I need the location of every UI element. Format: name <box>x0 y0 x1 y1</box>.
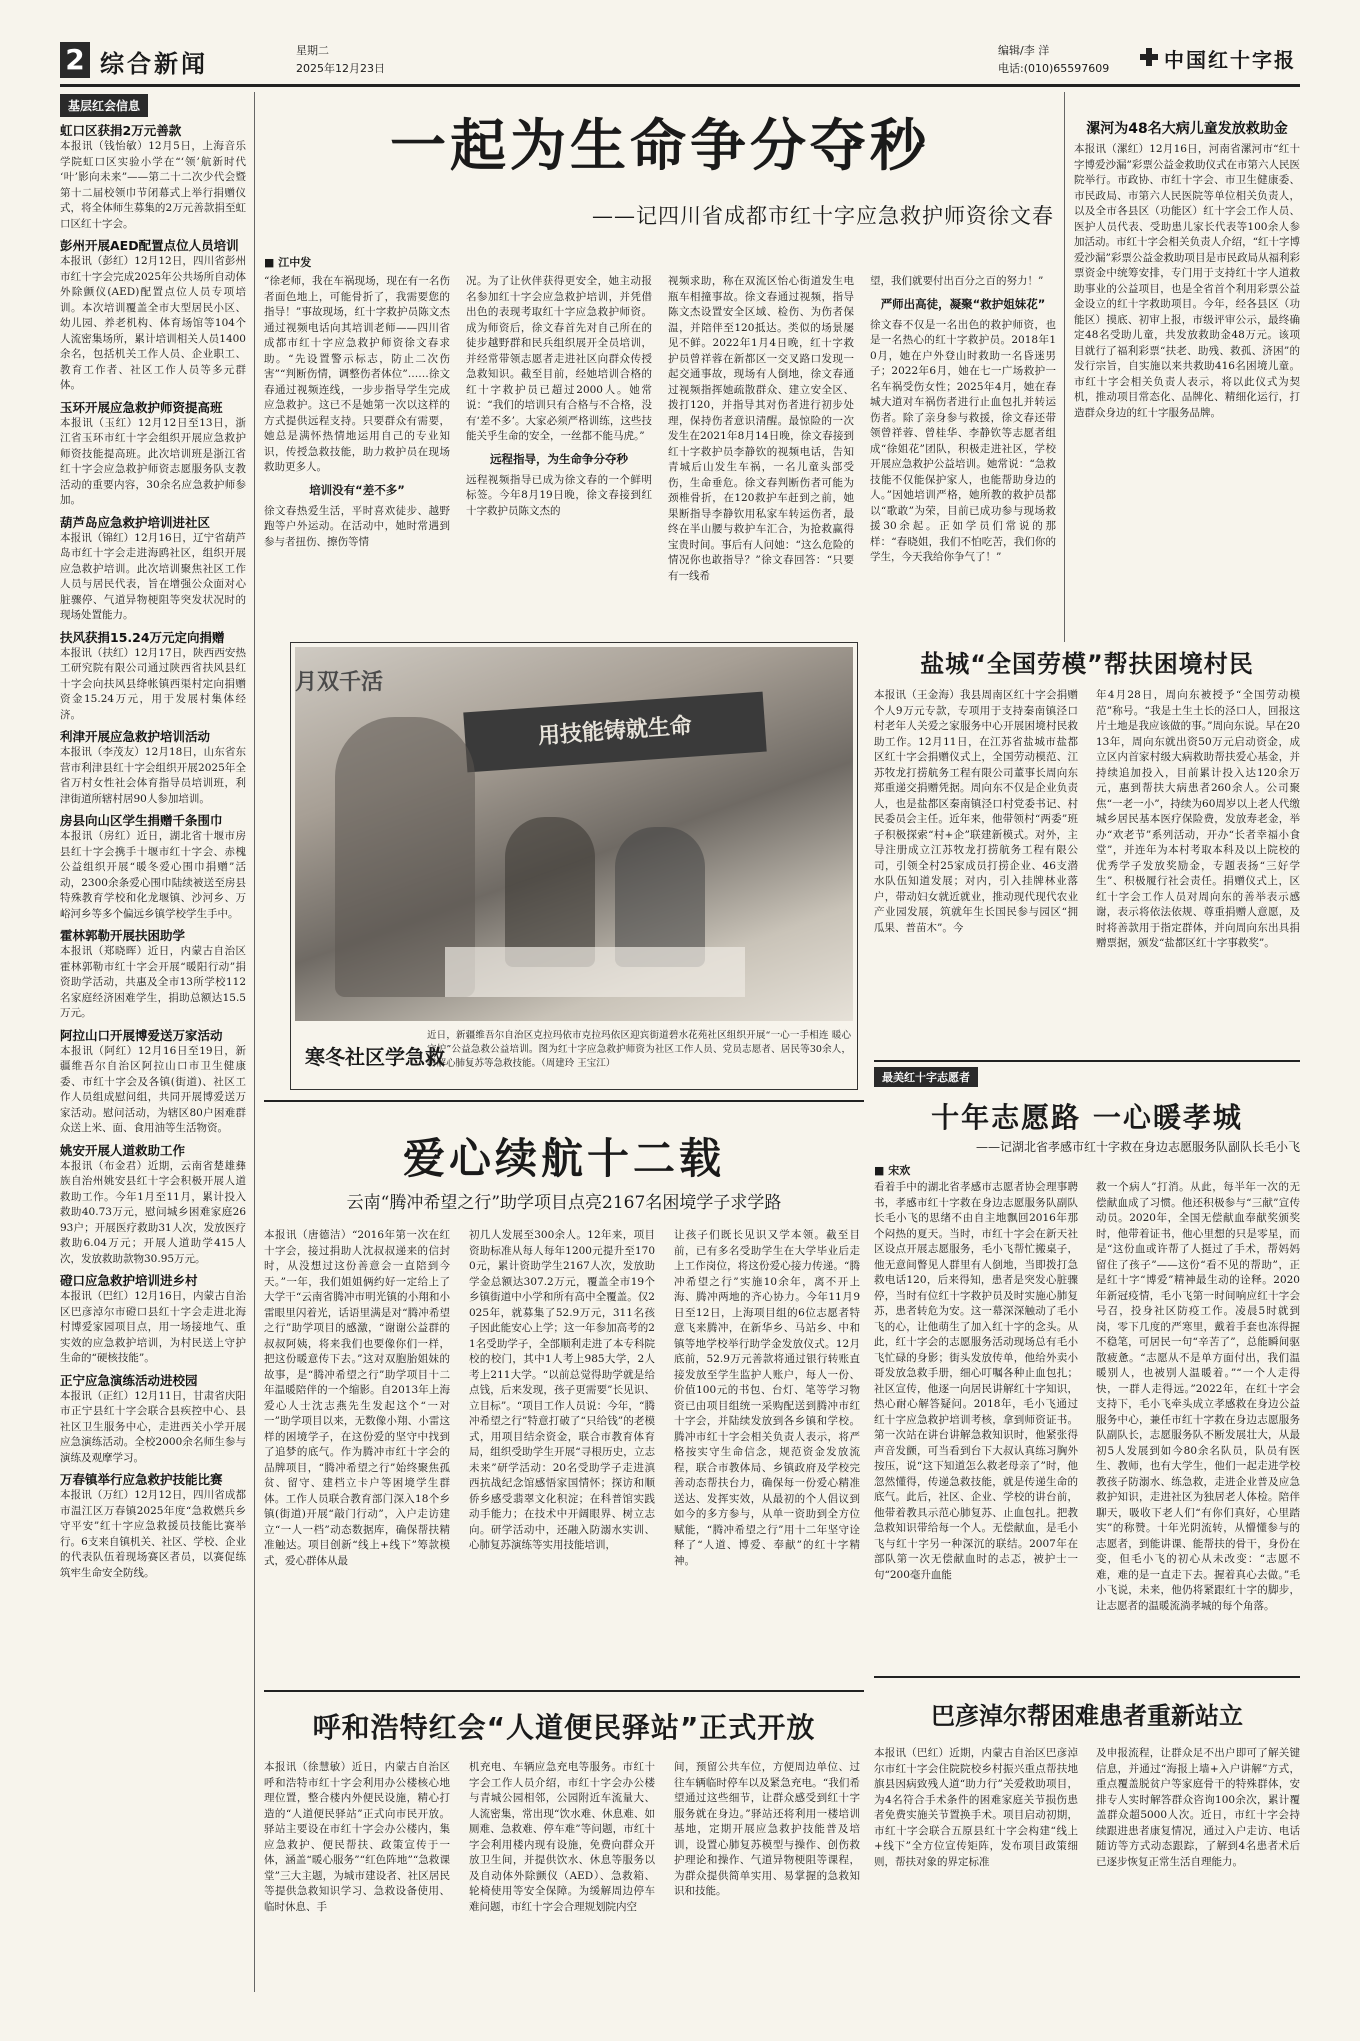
xiaogan-subheadline: ——记湖北省孝感市红十字救在身边志愿服务队副队长毛小飞 <box>975 1140 1300 1154</box>
photo-box <box>290 642 858 1090</box>
lead-col-4 <box>870 274 1056 644</box>
brief-body: 本报讯（郑晓晖）近日，内蒙古自治区霍林郭勒市红十字会开展“暖阳行动”捐资助学活动，共惠及全市13所学校112名家庭经济困难学生，捐助总额达15.5万元。 <box>60 945 246 1019</box>
brief-title: 阿拉山口开展博爱送万家活动 <box>60 1027 223 1043</box>
brief-body: 本报讯（玉红）12月12日至13日，浙江省玉环市红十字会组织开展应急救护师资技能提高班。此次培训班是浙江省红十字会应急救护师资志愿服务队支教活动的重要内容，30余名应急救护师参加。 <box>60 416 246 506</box>
left-column-divider <box>254 92 255 1992</box>
brief-title: 房县向山区学生捐赠千条围巾 <box>60 813 223 828</box>
xiaogan-headline: 十年志愿路 一心暖孝城 <box>931 1101 1243 1134</box>
masthead-rule <box>60 84 1300 87</box>
lead-subheadline: ——记四川省成都市红十字应急救护师资徐文春 <box>592 204 1054 228</box>
brief-item <box>60 1371 246 1467</box>
aixin-top-rule <box>264 1100 864 1102</box>
brief-item <box>60 513 246 624</box>
xiaogan-label: 最美红十字志愿者 <box>874 1067 978 1087</box>
photo-wall-text: 月双千活 <box>295 670 384 695</box>
lead-subhead-1: 培训没有“差不多” <box>309 482 405 497</box>
brief-body: 本报讯（彭红）12月12日，四川省彭州市红十字会完成2025年公共场所自动体外除颤仪(AED)配置点位人员专项培训。本次培训覆盖全市大型居民小区、幼儿园、养老机构、体育场馆等104个人流密集场所，累计培训相关人员1400余名，包括机关工作人员、企业职工、教育工作者、社区工作人员等多元群体。 <box>60 255 246 391</box>
aixin-subheadline: 云南“腾冲希望之行”助学项目点亮2167名困境学子求学路 <box>346 1193 782 1213</box>
luohe-body: 本报讯（漯红）12月16日，河南省漯河市“红十字博爱沙漏”彩票公益金救助仪式在市第六人民医院举行。市政协、市红十字会、市卫生健康委、市民政局、市第六人民医院等单位相关负责人，以及全市各县区（功能区）红十字会工作人员、医护人员代表、受助患儿家长代表等100余人参加活动。市红十字会相关负责人介绍，“红十字博爱沙漏”彩票公益金救助项目是市民政局从福利彩票资金中统筹安排，专门用于支持红十字人道救助事业的公益项目，也是全省首个利用彩票公益金设立的红十字救助项目。今年，经各县区（功能区）摸底、初审上报，市级评审公示，最终确定48名受助儿童，共发放救助金48万元。该项目就行了福利彩票“扶老、助残、救孤、济困”的发行宗旨，自实施以来共救助416名困境儿童。市红十字会相关负责人表示，将以此仪式为契机，推动项目常态化、品牌化、精细化运行，打造群众身边的红十字服务品牌。 <box>1074 143 1300 419</box>
brief-body: 本报讯（巴红）12月16日，内蒙古自治区巴彦淖尔市磴口县红十字会走进北海村博爱家园项目点，用一场接地气、重实效的应急救护培训，为村民送上守护生命的“硬核技能”。 <box>60 1290 246 1364</box>
section-title: 综合新闻 <box>100 50 208 78</box>
photo-mat <box>445 947 745 997</box>
lead-story <box>264 94 1056 644</box>
lead-col2-text: 况。为了让伙伴获得更安全，她主动报名参加红十字会应急救护培训，并凭借出色的表现考取红十字应急救护师资。成为师资后，徐文春首先对自己所在的徒步越野群和民兵组织展开全员培训，并经常带领志愿者走进社区向群众传授急救知识。截至目前，经她培训合格的红十字救护员已超过2000人。她常说：“我们的培训只有合格与不合格，没有‘差不多’。大家必须严格训练，这些技能关乎生命的安全，一丝都不能马虎。” <box>466 275 652 442</box>
brief-item <box>60 628 246 724</box>
newspaper-name: 中国红十字报 <box>1164 48 1296 72</box>
brief-body: 本报讯（阿红）12月16日至19日，新疆维吾尔自治区阿拉山口市卫生健康委、市红十字会及各镇(街道)、社区工作人员组成慰问组，共同开展博爱送万家活动。慰问活动，为辖区80户困难群众送上米、面、食用油等生活物资。 <box>60 1044 246 1134</box>
xiaogan-byline-name: 宋欢 <box>888 1164 911 1177</box>
brief-body: 本报讯（钱怡敏）12月5日，上海音乐学院虹口区实验小学在“‘领’航新时代 ‘叶’影向未来”——第二十二次少代会暨第十二届校领巾节闭幕式上举行捐赠仪式，将全体师生募集的2万元善款捐至虹口区红十字会。 <box>60 140 246 230</box>
page-number: 2 <box>60 42 90 78</box>
lead-col1b-text: 徐文春热爱生活，平时喜欢徒步、越野跑等户外运动。在活动中，她时常遇到参与者扭伤、擦伤等情 <box>264 504 450 548</box>
photo-caption <box>427 1029 851 1071</box>
brief-title: 磴口应急救护培训进乡村 <box>60 1273 198 1288</box>
brief-title: 正宁应急演练活动进校园 <box>60 1372 198 1388</box>
brief-title: 万春镇举行应急救护技能比赛 <box>60 1472 223 1487</box>
lead-col4b-text: 徐文春不仅是一名出色的救护师资，也是一名热心的红十字救护员。2018年10月，她在户外登山时救助一名昏迷男子；2022年6月，她在七一广场救护一名车祸受伤女性；2025年4月，她在春城大道对车祸伤者进行止血包扎并转运伤者。除了亲身参与救援，徐文春还带领曾祥蓉、曾桂华、李静钦等志愿者组成“徐姐花”团队，积极走进社区，学校开展应急救护公益培训。她常说：“急救技能不仅能保护家人，也能帮助身边的人。”因她培训严格，她所教的救护员都以“歌敢”为荣，目前已成功参与现场救援30余起。正如学员们常说的那样：“春晓姐，我们不怕吃苦，我们你的学生，今天我给你争气了！” <box>870 318 1056 563</box>
lead-col1-text: “徐老师，我在车祸现场，现在有一名伤者面色地上，可能骨折了，我需要您的指导！”事故现场，红十字救护员陈文杰通过视频电话向其培训老师——四川省成都市红十字应急救护师资徐文春求助。“先设置警示标志，防止二次伤害”“判断伤情，调整伤者体位”……徐文春通过视频连线，一步步指导学生完成应急救护。这已不是她第一次以这样的方式提供远程支持。只要群众有需要，她总是满怀热情地运用自己的专业知识，传授急救技能，助力救护员在现场救助更多人。 <box>264 275 450 473</box>
photo-credit: （周建玲 王宝江） <box>541 1058 616 1069</box>
huhhot-top-rule <box>264 1690 864 1692</box>
aixin-col-2: 初几人发展至300余人。12年来，项目资助标准从每人每年1200元提升至1700元，累计资助学生2167人次，发放助学金总额达307.2万元，覆盖全市19个乡镇街道中小学和所有高中全覆盖。仅2025年，就募集了52.9万元，311名孩子因此能安心上学；这一年参加高考的21名受助学子，全部顺利走进了本专科院校的校门，其中1人考上985大学，2人考上211大学。“以前总觉得助学就是给点钱，后来发现，孩子更需要”长见识、立目标”。“项目工作人员说：今年，“腾冲希望之行”特意打破了“只给钱”的老模式，用项目结余资金，联合市教育体育局，组织受助学生开展“寻根历史，立志未来”研学活动：20名受助学子走进滇西抗战纪念馆感悟家国情怀；探访和顺侨乡感受翡翠文化积淀；在科普馆实践动手能力；在技术中开阔眼界、树立志向。研学活动中，还融入防溺水实训、心肺复苏演练等实用技能培训， <box>469 1229 655 1551</box>
lead-col-2 <box>466 274 652 644</box>
brief-title: 彭州开展AED配置点位人员培训 <box>60 238 239 253</box>
lead-headline: 一起为生命争分夺秒 <box>390 114 930 179</box>
brief-title: 葫芦岛应急救护培训进社区 <box>60 514 211 530</box>
brief-item <box>60 1271 246 1367</box>
brief-body: 本报讯（布金君）近期，云南省楚雄彝族自治州姚安县红十字会积极开展人道救助工作。今年1月至11月，累计投入救助40.73万元，慰问城乡困难家庭2693户；开展医疗救助31人次，发放医疗救助6.04万元；开展人道助学415人次，发放救助款物30.95万元。 <box>60 1159 246 1265</box>
brief-body: 本报讯（万红）12月12日，四川省成都市温江区万春镇2025年度“急救燃兵乡守平安”红十字应急救援员技能比赛举行。6支来自镇机关、社区、学校、企业的代表队伍着现场赛区者员，以赛促练筑牢生命安全防线。 <box>60 1489 246 1579</box>
yancheng-headline: 盐城“全国劳模”帮扶困境村民 <box>920 650 1254 678</box>
lead-col3-text: 视频求助，称在双流区怡心街道发生电瓶车相撞事故。徐文春通过视频，指导陈文杰设置安全区域、检伤、为伤者保温，并陪伴至120抵达。类似的场景屡见不鲜。2022年1月4日晚，红十字救护员曾祥蓉在新都区一交叉路口发现一起交通事故，现场有人倒地，徐文春通过视频指挥她疏散群众、建立安全区、拨打120，并指导其对伤者进行初步处理，保持伤者意识清醒。最惊险的一次发生在2021年8月14日晚，徐文春接到红十字救护员李静钦的视频电话，告知青城后山发生车祸，一名儿童头部受伤，生命垂危。徐文春判断伤者可能为颈椎骨折，在120救护车赶到之前，她果断指导李静钦用私家车转运伤者，最终在半山腰与救护车汇合，为抢救赢得宝贵时间。事后有人问她：“这么危险的情况你也敢指导？”徐文春回答：“只要有一线希 <box>668 275 854 582</box>
photo-caption-title: 寒冬社区学急救 <box>305 1045 445 1069</box>
yancheng-col-2: 年4月28日，周向东被授予“全国劳动模范”称号。“我是土生土长的泾口人，回报这片土地是我应该做的事。”周向东说。早在2013年，周向东就出资50万元启动资金，成立区内首家村级大病救助帮扶爱心基金，并持续追加投入，目前累计投入达120余万元，惠到帮扶大病患者260余人。公司聚焦“一老一小”，持续为60周岁以上老人代缴城乡居民基本医疗保险费，发放寿老金，举办“欢老节”系列活动，开办“长者幸福小食堂”，并连年为本村考取本科及以上院校的优秀学子发放奖励金，专题表扬“三好学生”、积极履行社会责任。捐赠仪式上，区红十字会工作人员对周向东的善举表示感谢，表示将依法依规、尊重捐赠人意愿，及时将善款用于指定群体，并向周向东出具捐赠票据，颁发“盐都区红十字事救奖”。 <box>1096 689 1300 949</box>
issue-date: 2025年12月23日 <box>296 62 385 75</box>
brief-item <box>60 1026 246 1137</box>
brief-body: 本报讯（正红）12月11日，甘肃省庆阳市正宁县红十字会联合县疾控中心、县社区卫生服务中心，走进西关小学开展应急演练活动。全校2000余名师生参与演练及观摩学习。 <box>60 1389 246 1464</box>
aixin-story <box>264 1108 864 1668</box>
lead-subhead-4: 严师出高徒，凝聚“救护姐妹花” <box>880 296 1046 311</box>
brief-body: 本报讯（扶红）12月17日，陕西西安热工研究院有限公司通过陕西省扶风县红十字会向扶风县绛帐镇西渠村定向捐赠资金15.24万元，用于发展村集体经济。 <box>60 646 246 721</box>
lead-byline: ■ 江中发 <box>264 256 312 269</box>
luohe-story <box>1074 118 1300 638</box>
aixin-col-3: 让孩子们既长见识又学本领。截至目前，已有多名受助学生在大学毕业后走上工作岗位，将这份爱心接力传递。“腾冲希望之行”实施10余年，离不开上海、腾冲两地的齐心协力。今年11月9日至12日，上海项目组的6位志愿者特意飞来腾冲，在新华乡、马站乡、中和镇等地学校举行助学金发放仪式。12月底前，52.9万元善款将通过银行转账直接发放至学生监护人账户，每人一份、价值100元的书包、台灯、笔等学习物资已由项目组统一采购配送到腾冲市红十字会，并陆续发放到各乡镇和学校。腾冲市红十字会相关负责人表示，将严格按实守生命信念，规范资金发放流程，联合市教体局、乡镇政府及学校完善动态帮扶台力，确保每一份爱心精准送达、发挥实效，从最初的个人倡议到如今的多方参与，从单一资助到全方位赋能，“腾冲希望之行”用十二年坚守诠释了“人道、博爱、奉献”的红十字精神。 <box>674 1229 860 1567</box>
luohe-headline: 漯河为48名大病儿童发放救助金 <box>1086 121 1288 137</box>
lead-col4-text: 望，我们就要付出百分之百的努力！” <box>870 275 1044 287</box>
bayan-col-1: 本报讯（巴红）近期，内蒙古自治区巴彦淖尔市红十字会住院院校乡村振兴重点帮扶地旗县因病致残人道“助力行”关爱救助项目，为4名符合手术条件的困难家庭关节损伤患者免费实施关节置换手术。项目启动初期，市红十字会联合五原县红十字会构建“线上+线下”全方位宣传矩阵，发布项目政策细则，帮扶对象的界定标准 <box>874 1747 1078 1868</box>
yancheng-col-1: 本报讯（王金海）我县周南区红十字会捐赠个人9万元专款，专项用于支持秦南镇泾口村老年人关爱之家服务中心开展困境村民救助工作。12月11日，在江苏省盐城市盐都区红十字会捐赠仪式上，全国劳动模范、江苏牧龙打捞航务工程有限公司董事长周向东郑重递交捐赠凭据。周向东不仅是企业负责人，也是盐都区秦南镇泾口村党委书记、村民委员会主任。近年来，他带领村“两委”班子积极探索“村+企”联建新模式。对外，主导注册成立江苏牧龙打捞航务工程有限公司，引领全村25家成员打捞企业、46支潜水队伍知道发展；对内，引入挂牌林业落户，带动妇女就近就业，推动现代现代农业产业园发展，筑就年生长国民参与园区“拥瓜果、普苗木”。今 <box>874 689 1078 934</box>
photo-figure <box>505 817 595 967</box>
bayan-col-2: 及申报流程，让群众足不出户即可了解关键信息，并通过“海报上墙+入户讲解”方式，重点覆盖脱贫户等家庭骨干的特殊群体，安排专人实时解答群众咨询100余次，累计覆盖群众超5000人次。近日，市红十字会持续跟进患者康复情况，通过入户走访、电话随访等方式动态跟踪，了解到4名患者术后已逐步恢复正常生活自理能力。 <box>1096 1747 1300 1868</box>
left-briefs-column <box>60 94 246 1994</box>
brief-title: 虹口区获捐2万元善款 <box>60 123 182 138</box>
brief-item <box>60 727 246 807</box>
center-right-divider <box>1064 92 1065 642</box>
xiaogan-byline: ■ 宋欢 <box>874 1164 911 1177</box>
brief-body: 本报讯（李茂友）12月18日，山东省东营市利津县红十字会组织开展2025年全省万村女性社会体育指导员培训班，利津街道所辖村居90人参加培训。 <box>60 746 246 805</box>
brief-item <box>60 236 246 394</box>
weekday: 星期二 <box>296 44 329 57</box>
huhhot-headline: 呼和浩特红会“人道便民驿站”正式开放 <box>312 1711 816 1744</box>
brief-title: 利津开展应急救护培训活动 <box>60 729 211 744</box>
photo-caption-text: 近日，新疆维吾尔自治区克拉玛依市克拉玛依区迎宾街道碧水花苑社区组织开展“一心一手相连 暖心守护”公益急救公益培训。图为红十字应急救护师资为社区工作人员、党员志愿者、居民等30余人，讲解心肺复苏等急救技能。 <box>427 1030 851 1069</box>
editor: 编辑/李 洋 <box>998 44 1050 57</box>
brief-body: 本报讯（房红）近日，湖北省十堰市房县红十字会携手十堰市红十字会、赤槐公益组织开展“暖冬爱心围巾捐赠”活动，2300余条爱心围巾陆续被送至房县特殊教育学校和化龙堰镇、沙河乡、万峪河乡等多个偏远乡镇学校学生手中。 <box>60 830 246 920</box>
brief-item <box>60 121 246 232</box>
briefs-label: 基层红会信息 <box>60 94 148 117</box>
bayan-top-rule <box>874 1676 1300 1678</box>
lead-byline-name: 江中发 <box>278 256 312 269</box>
phone: 电话:(010)65597609 <box>998 62 1110 75</box>
huhhot-story <box>264 1700 864 1994</box>
brief-item <box>60 1141 246 1268</box>
aixin-col-1: 本报讯（唐德洁）“2016年第一次在红十字会，接过捐助人沈叔叔递来的信封时，从没想过这份善意会一直陪到今天。”一年，我们姐姐俩约好一定给上了大学干“云南省腾冲市明光镇的小翔和小雷眼里闪着光，话语里满是对“腾冲希望之行”助学项目的感激，“谢谢公益群的叔叔阿姨，将来我们也要像你们一样，把这份暖意传下去。”这对双胞胎姐妹的故事，是“腾冲希望之行”助学项目十二年温暖陪伴的一个缩影。自2013年上海爱心人士沈志燕先生发起这个“一对一”助学项目以来，无数像小翔、小雷这样的困境学子，在这份爱的坚守中找到了追梦的底气。作为腾冲市红十字会的品牌项目，“腾冲希望之行”始终聚焦孤贫、留守、建档立卡户等困境学生群体。工作人员联合教育部门深入18个乡镇(街道)开展“敲门行动”，入户走访建立“一人一档”动态数据库，确保帮扶精准触达。项目创新“线上+线下”筹款模式，爱心群体从最 <box>264 1229 450 1567</box>
lead-subhead-2: 远程指导，为生命争分夺秒 <box>490 451 628 466</box>
brief-body: 本报讯（锦红）12月16日，辽宁省葫芦岛市红十字会走进海鸥社区，组织开展应急救护培训。此次培训聚焦社区工作人员与居民代表，旨在增强公众面对心脏骤停、气道异物梗阻等突发状况时的现场处置能力。 <box>60 531 246 621</box>
brief-item <box>60 398 246 509</box>
brief-title: 姚安开展人道救助工作 <box>60 1142 186 1158</box>
huhhot-col-3: 间，预留公共车位，方便周边单位、过往车辆临时停车以及紧急充电。“我们希望通过这些细节，让群众感受到红十字服务就在身边。”驿站还将利用一楼培训基地，定期开展应急救护技能普及培训，设置心肺复苏模型与操作、创伤救护理论和操作、气道异物梗阻等课程，为群众提供简单实用、易掌握的急救知识和技能。 <box>674 1761 860 1897</box>
lead-col-3 <box>668 274 854 644</box>
red-cross-logo-icon <box>1140 48 1158 66</box>
photo-figure <box>615 827 705 967</box>
first-aid-training-photo <box>295 647 853 1021</box>
brief-item <box>60 1470 246 1581</box>
aixin-headline: 爱心续航十二载 <box>402 1134 725 1183</box>
brief-title: 扶风获捐15.24万元定向捐赠 <box>60 629 225 645</box>
huhhot-col-2: 机充电、车辆应急充电等服务。市红十字会工作人员介绍，市红十字会办公楼与青城公园相邻，公园附近车流量大、人流密集，常出现“饮水难、休息难、如厕难、急救难、停车难”等问题，市红十字会利用楼内现有设施，免费向群众开放卫生间，并提供饮水、休息等服务以及自动体外除颤仪（AED）、急救箱、轮椅使用等安全保障。为缓解周边停车难问题，市红十字会合理规划院内空 <box>469 1761 655 1913</box>
xiaogan-story <box>874 1066 1300 1666</box>
yancheng-story <box>874 644 1300 1054</box>
brief-title: 玉环开展应急救护师资提高班 <box>60 399 223 415</box>
brief-item <box>60 811 246 922</box>
photo-banner: 用技能铸就生命 <box>463 692 766 773</box>
xiaogan-col-2: 救一个病人”打消。从此，每半年一次的无偿献血成了习惯。他还积极参与“三献”宣传动员。2020年，全国无偿献血奉献奖颁奖时，他带着证书，他心里想的只是零星，而是“这份血或许帮了人挺过了手术，帮妈妈留住了孩子”——这份“看不见的帮助”，正是红十字“博爱”精神最生动的诠释。2020年新冠疫情，毛小飞第一时间响应红十字会号召，投身社区防疫工作。凌晨5时就到岗，零下几度的严寒里，戴着手套也冻得握不稳笔，可居民一句“辛苦了”，总能瞬间驱散疲惫。“志愿从不是单方面付出，我们温暖别人，也被别人温暖着。”“一个人走得快，一群人走得远。”2022年，在红十字会支持下，毛小飞牵头成立孝感救在身边公益服务中心，兼任市红十字救在身边志愿服务队副队长，志愿服务队不断发展壮大，从最初5人发展到如今80余名队员，队员有医生、教师，也有大学生，他们一起走进学校教孩子防溺水、练急救，走进企业普及应急救护知识，走进社区为独居老人体检。陪伴聊天，吸收下老人们“有你们真好，心里踏实”的称赞。十年光阴流转，从懵懂参与的志愿者，到能讲课、能帮扶的骨干，身份在变，但毛小飞的初心从未改变：“志愿不难，难的是一直走下去。握着真心去做。”毛小飞说，未来，他仍将紧跟红十字的脚步，让志愿者的温暖流淌孝城的每个角落。 <box>1096 1181 1300 1612</box>
brief-item <box>60 926 246 1022</box>
xiaogan-col-1: 看着手中的湖北省孝感市志愿者协会理事聘书，孝感市红十字救在身边志愿服务队副队长毛小飞的思绪不由自主地飘回2016年那个闷热的夏天。当时，市红十字会在新天社区设点开展志愿服务，毛小飞帮忙搬桌子，他无意间瞥见人群里有人倒地，当即拨打急救电话120，后来得知，患者是突发心脏骤停，当时有位红十字救护员及时实施心肺复苏，患者转危为安。这一幕深深触动了毛小飞的心，让他萌生了加入红十字的念头。从此，红十字会的志愿服务活动现场总有毛小飞忙碌的身影；街头发放传单，他给外卖小哥发放急救手册，细心叮嘱各种止血包扎；社区宣传，他逐一向居民讲解红十字知识，热心耐心解答疑问。2018年，毛小飞通过红十字应急救护培训考核，拿到师资证书。第一次站在讲台讲解急救知识时，他紧张得声音发颤，可当看到台下大叔认真练习胸外按压，说“这下知道怎么救老母亲了”时，他忽然懂得，传递急救技能，就是传递生命的底气。此后，社区、企业、学校的讲台前，他带着教具示范心肺复苏、止血包扎。把教急救知识带给每一个人。无偿献血，是毛小飞与红十字另一种深沉的联结。2007年在部队第一次无偿献血时的忐忑，被护士一句“200毫升血能 <box>874 1181 1078 1581</box>
xiaogan-top-rule <box>874 1060 1300 1062</box>
lead-col2b-text: 远程视频指导已成为徐文春的一个鲜明标签。今年8月19日晚，徐文春接到红十字救护员陈文杰的 <box>466 473 652 517</box>
bayan-headline: 巴彦淖尔帮困难患者重新站立 <box>931 1702 1243 1730</box>
lead-col-1 <box>264 274 450 644</box>
brief-title: 霍林郭勒开展扶困助学 <box>60 928 186 943</box>
masthead <box>60 38 1300 86</box>
bayan-story <box>874 1684 1300 1994</box>
huhhot-col-1: 本报讯（徐慧敏）近日，内蒙古自治区呼和浩特市红十字会利用办公楼核心地理位置，整合楼内外便民设施，精心打造的“人道便民驿站”正式向市民开放。驿站主要设在市红十字会办公楼内，集应急救护、便民帮扶、政策宣传于一体，涵盖“暖心服务”“红色阵地”“急救课堂”三大主题，为城市建设者、社区居民等提供急救知识学习、急救设备使用、临时休息、手 <box>264 1761 450 1913</box>
